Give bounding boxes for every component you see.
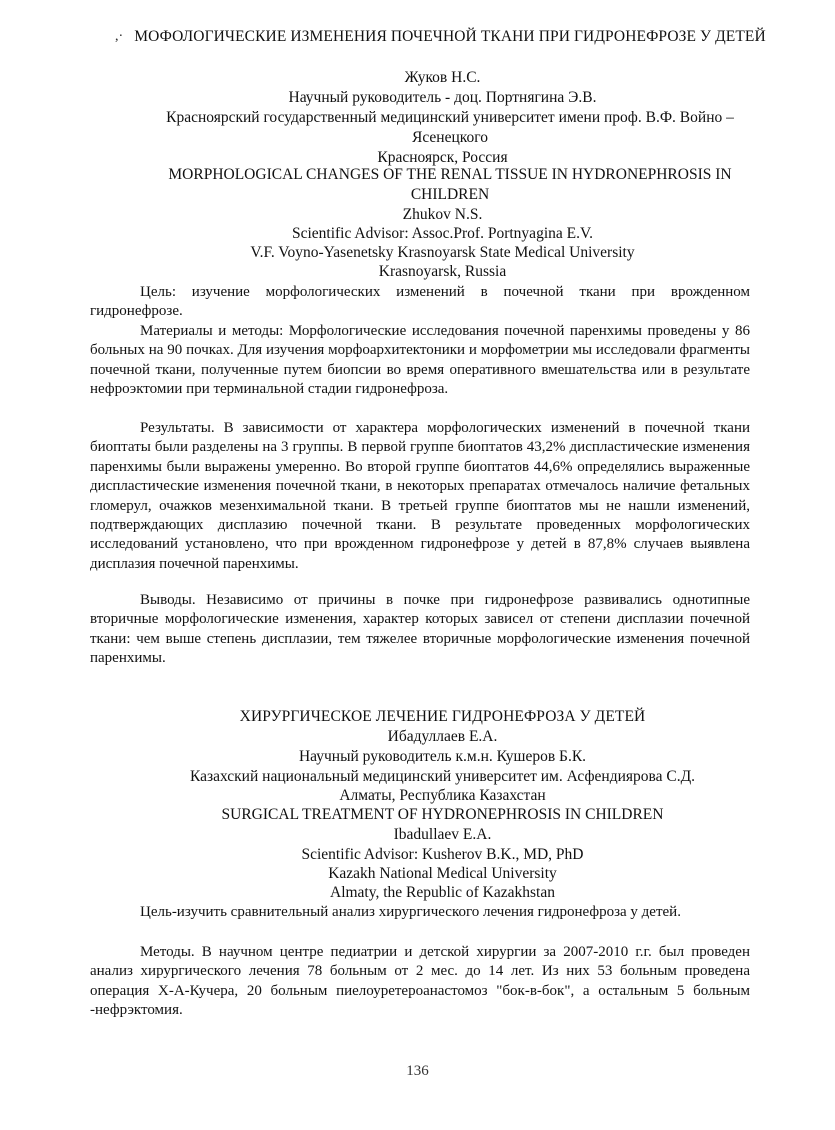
- article2-institution-en: Kazakh National Medical University: [328, 865, 557, 882]
- article2-institution-ru: Казахский национальный медицинский университет им. Асфендиярова С.Д.: [189, 768, 696, 785]
- article1-paragraph-methods: Материалы и методы: Морфологические исследования почечной паренхимы проведены у 86 больных на 90 почках. Для изучения морфоархитектоники и морфометрии мы исследовали фрагменты почечной ткани, полученные путем биопсии во время оперативного вмешательства или в результате нефроэктомии при терминальной стадии гидронефроза.: [90, 323, 750, 398]
- article1-title-ru: МОФОЛОГИЧЕСКИЕ ИЗМЕНЕНИЯ ПОЧЕЧНОЙ ТКАНИ ПРИ ГИДРОНЕФРОЗЕ У ДЕТЕЙ: [134, 28, 766, 45]
- article2-advisor-ru: Научный руководитель к.м.н. Кушеров Б.К.: [298, 748, 587, 765]
- article1-paragraph-conclusions: Выводы. Независимо от причины в почке при гидронефрозе развивались однотипные вторичные морфологические изменения, характер которых зависел от степени дисплазии почечной ткани: чем выше степень дисплазии, тем тяжелее вторичные морфологические изменения почечной паренхимы.: [90, 592, 750, 667]
- article2-author-en: Ibadullaev E.A.: [393, 826, 492, 843]
- article2-title-en: SURGICAL TREATMENT OF HYDRONEPHROSIS IN CHILDREN: [221, 806, 664, 823]
- article1-advisor-en: Scientific Advisor: Assoc.Prof. Portnyagina E.V.: [291, 225, 594, 242]
- article2-advisor-en: Scientific Advisor: Kusherov B.K., MD, PhD: [301, 846, 584, 863]
- article1-author-ru: Жуков Н.С.: [404, 69, 481, 86]
- article1-location-en: Krasnoyarsk, Russia: [378, 263, 507, 280]
- article2-location-ru: Алматы, Республика Казахстан: [339, 787, 546, 804]
- article1-location-ru: Красноярск, Россия: [377, 149, 508, 166]
- article1-advisor-ru: Научный руководитель - доц. Портнягина Э.В.: [288, 89, 597, 106]
- article2-location-en: Almaty, the Republic of Kazakhstan: [330, 884, 555, 901]
- article2-title-ru: ХИРУРГИЧЕСКОЕ ЛЕЧЕНИЕ ГИДРОНЕФРОЗА У ДЕТЕЙ: [239, 708, 646, 725]
- article1-paragraph-results: Результаты. В зависимости от характера морфологических изменений в почечной ткани биоптаты были разделены на 3 группы. В первой группе биоптатов 43,2% диспластические изменения паренхимы были выражены умеренно. Во второй группе биоптатов 44,6% определялись выраженные диспластические изменения почечной ткани, в некоторых препаратах отмечалось наличие фетальных гломерул, очажков мезенхимальной ткани. В третьей группе биоптатов мы не нашли изменений, подтверждающих дисплазию почечной ткани. В результате проведенных морфологических исследований установлено, что при врожденном гидронефрозе у детей в 87,8% случаев выявлена дисплазия почечной паренхимы.: [90, 420, 750, 572]
- article1-paragraph-aim: Цель: изучение морфологических изменений в почечной ткани при врожденном гидронефрозе.: [90, 284, 750, 320]
- article1-author-en: Zhukov N.S.: [402, 206, 483, 223]
- article1-title-en: MORPHOLOGICAL CHANGES OF THE RENAL TISSUE IN HYDRONEPHROSIS IN CHILDREN: [168, 166, 732, 203]
- article1-institution-en: V.F. Voyno-Yasenetsky Krasnoyarsk State Medical University: [250, 244, 635, 261]
- page-number: 136: [406, 1063, 429, 1079]
- article2-paragraph-aim: Цель-изучить сравнительный анализ хирургического лечения гидронефроза у детей.: [140, 904, 681, 920]
- article2-paragraph-methods: Методы. В научном центре педиатрии и детской хирургии за 2007-2010 г.г. был проведен анализ хирургического лечения 78 больным от 2 мес. до 14 лет. Из них 53 больным проведена операция Х-А-Кучера, 20 больным пиелоуретероанастомоз "бок-в-бок", а остальным 5 больным -нефрэктомия.: [90, 944, 750, 1019]
- article2-author-ru: Ибадуллаев Е.А.: [387, 728, 498, 745]
- scan-corner-mark: ,·: [115, 29, 124, 44]
- article1-institution-ru: Красноярский государственный медицинский университет имени проф. В.Ф. Войно – Ясенецкого: [166, 109, 734, 146]
